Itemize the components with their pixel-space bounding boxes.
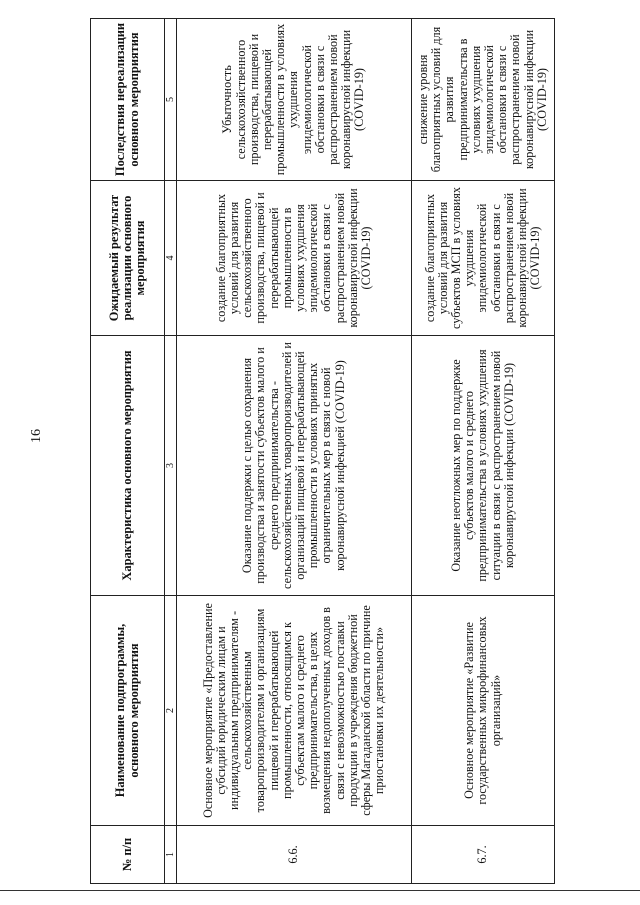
table-row <box>412 19 555 884</box>
header-result: Ожидаемый результат реализации основного мероприятия <box>91 181 165 336</box>
rotated-table-container <box>90 19 555 884</box>
column-number: 5 <box>165 19 177 181</box>
scan-bottom-edge <box>0 890 640 891</box>
header-consequence: Последствия нереализации основного мероприятия <box>91 19 165 181</box>
header-name: Наименование подпрограммы, основного мероприятия <box>91 596 165 826</box>
column-number: 3 <box>165 336 177 596</box>
row-characteristic: Оказание поддержки с целью сохранения производства и занятости субъектов малого и среднего предпринимательства - сельскохозяйственных товаропроизводителей и организаций пищевой и перерабатывающей промышленности в условиях принятых ограничительных мер в связи с новой коронавирусной инфекцией (COVID-19) <box>177 336 412 596</box>
row-num: 6.6. <box>177 826 412 884</box>
page-number: 16 <box>29 429 44 443</box>
measures-table <box>90 18 555 884</box>
column-number: 2 <box>165 596 177 826</box>
column-number: 4 <box>165 181 177 336</box>
row-result: создание благоприятных условий для развития субъектов МСП в условиях ухудшения эпидемиологической обстановки в связи с распространением новой коронавирусной инфекции (COVID-19) <box>412 181 555 336</box>
row-name: Основное мероприятие «Предоставление субсидий юридическим лицам и индивидуальным предпринимателям - сельскохозяйственным товаропроизводителям и организациям пищевой и перерабатывающей промышленности, относящимся к субъектам малого и среднего предпринимательства, в целях возмещения недополученных доходов в связи с невозможностью поставки продукции в учреждения бюджетной сферы Магаданской области по причине приостановки их деятельности» <box>177 596 412 826</box>
row-consequence: снижение уровня благоприятных условий для развития предпринимательства в условиях ухудшения эпидемиологической обстановки в связи с распространением новой коронавирусной инфекции (COVID-19) <box>412 19 555 181</box>
column-number-row <box>165 19 177 884</box>
row-num: 6.7. <box>412 826 555 884</box>
row-characteristic: Оказание неотложных мер по поддержке субъектов малого и среднего предпринимательства в условиях ухудшения ситуации в связи с распространением новой коронавирусной инфекции (COVID-19) <box>412 336 555 596</box>
row-result: создание благоприятных условий для развития сельскохозяйственного производства, пищевой и перерабатывающей промышленности в условиях ухудшения эпидемиологической обстановки в связи с распространением новой коронавирусной инфекции (COVID-19) <box>177 181 412 336</box>
header-num: № п/п <box>91 826 165 884</box>
column-number: 1 <box>165 826 177 884</box>
header-characteristic: Характеристика основного мероприятия <box>91 336 165 596</box>
row-name: Основное мероприятие «Развитие государственных микрофинансовых организаций» <box>412 596 555 826</box>
row-consequence: Убыточность сельскохозяйственного производства, пищевой и перерабатывающей промышленности в условиях ухудшения эпидемиологической обстановки в связи с распространением новой коронавирусной инфекции (COVID-19) <box>177 19 412 181</box>
table-header-row <box>91 19 165 884</box>
table-row <box>177 19 412 884</box>
